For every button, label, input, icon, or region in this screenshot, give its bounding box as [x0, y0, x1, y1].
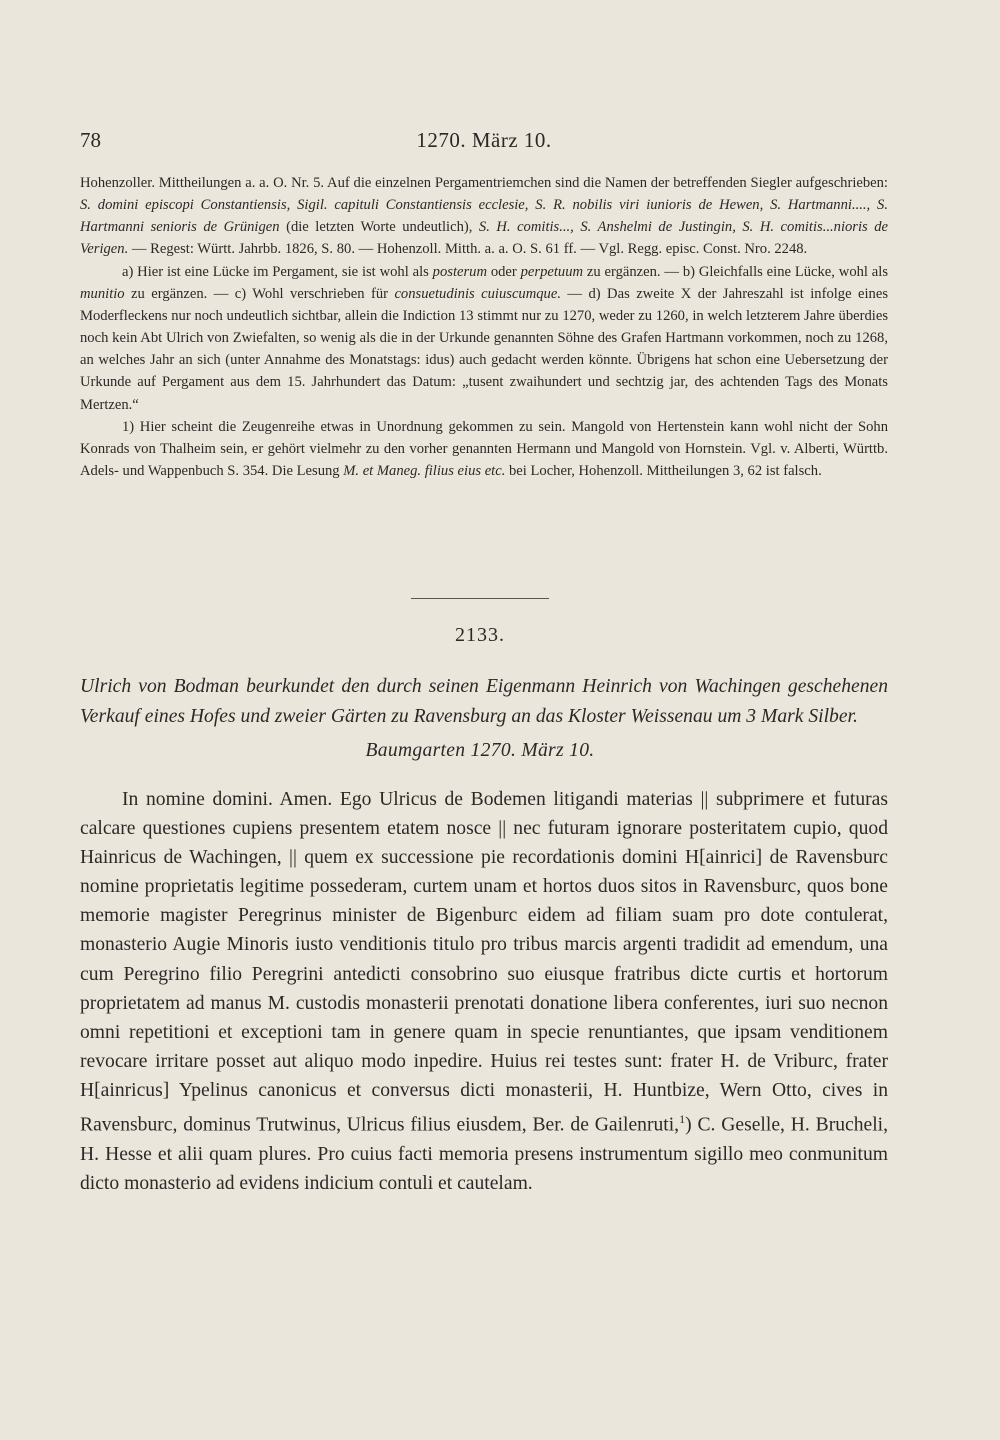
section-divider — [411, 598, 549, 599]
running-head: 1270. März 10. — [416, 128, 552, 152]
document-number: 2133. — [455, 624, 505, 646]
note-variants: a) Hier ist eine Lücke im Pergament, sie ist wohl als posterum oder perpetuum zu ergänzen. — b) Gleichfalls eine Lücke, wohl als munitio zu ergänzen. — c) Wohl verschrieben für consuetudinis cuiuscumque. — d) Das zweite X der Jahreszahl ist infolge eines Moderfleckens nur noch undeutlich sichtbar, allein die Indiction 13 stimmt nur zu 1270, weder zu 1260, in welch letzterem Jahre überdies noch kein Abt Ulrich von Zwiefalten, so wenig als die in der Urkunde genannten Söhne des Grafen Hartmann vorkommen, noch zu 1268, an welches Jahr an sich (unter Annahme des Monatstags: idus) auch gedacht werden könnte. Übrigens hat schon eine Uebersetzung der Urkunde auf Pergament aus dem 15. Jahrhundert das Datum: „tusent zwaihundert und sechtzig jar, des achtenden Tags des Monats Mertzen.“ — [80, 263, 889, 413]
footnote-marker: 1 — [679, 1112, 686, 1127]
charter-paragraph: In nomine domini. Amen. Ego Ulricus de Bodemen litigandi materias || subprimere et futuras calcare questiones cupiens presentem etatem nosce || nec futuram ignorare posteritatem cupio, quod Hainricus de Wachingen, || quem ex successione pie recordationis domini H[ainrici] de Ravensburc nomine proprietatis legitime possederam, curtem unam et hortos duos sitos in Ravensburc, quos bone memorie magister Peregrinus minister de Bigenburc eidem ad filiam suam pro dote contulerat, monasterio Augie Minoris iusto venditionis titulo pro tribus marcis argenti tradidit ad emendum, una cum Peregrino filio Peregrini antedicti consobrino suo eiusque fratribus dicte curtis et hortorum proprietatem ad manus M. custodis monasterii prenotati donatione libera conferentes, iuri suo necnon omni repetitioni et exceptioni tam in genere quam in specie renuntiantes, que ipsam venditionem revocare irritare posset aut aliquo modo inpedire. Huius rei testes sunt: frater H. de Vriburc, frater H[ainricus] Ypelinus canonicus et conversus dicti monasterii, H. Huntbize, Wern Otto, cives in Ravensburc, dominus Trutwinus, Ulricus filius eiusdem, Ber. de Gailenruti,$^1$) C. Geselle, H. Brucheli, H. Hesse et alii quam plures. Pro cuius facti memoria presens instrumentum sigillo meo conmunitum dicto monasterio ad evidens indicium contuli et cautelam. — [80, 789, 889, 1194]
page-number: 78 — [80, 128, 101, 152]
note-footnote-1: 1) Hier scheint die Zeugenreihe etwas in Unordnung gekommen zu sein. Mangold von Hertenstein kann wohl nicht der Sohn Konrads von Thalheim sein, er gehört vielmehr zu den vorher genannten Hermann und Mangold von Hornstein. Vgl. v. Alberti, Württb. Adels- und Wappenbuch S. 354. Die Lesung M. et Maneg. filius eius etc. bei Locher, Hohenzoll. Mittheilungen 3, 62 ist falsch. — [80, 418, 888, 480]
apparatus-notes — [80, 172, 888, 482]
regest-summary: Ulrich von Bodman beurkundet den durch seinen Eigenmann Heinrich von Wachingen geschehenen Verkauf eines Hofes und zweier Gärten zu Ravensburg an das Kloster Weissenau um 3 Mark Silber. — [80, 676, 888, 727]
note-source: Hohenzoller. Mittheilungen a. a. O. Nr. 5. Auf die einzelnen Pergamentriemchen sind die Namen der betreffenden Siegler aufgeschrieben: S. domini episcopi Constantiensis, Sigil. capituli Constantiensis ecclesie, S. R. nobilis viri iunioris de Hewen, S. Hartmanni...., S. Hartmanni senioris de Grünigen (die letzten Worte undeutlich), S. H. comitis..., S. Anshelmi de Justingin, S. H. comitis...nioris de Verigen. — Regest: Württ. Jahrbb. 1826, S. 80. — Hohenzoll. Mitth. a. a. O. S. 61 ff. — Vgl. Regg. episc. Const. Nro. 2248. — [80, 175, 889, 258]
page-header — [80, 128, 888, 158]
charter-text — [80, 785, 888, 1198]
dateline: Baumgarten 1270. März 10. — [365, 740, 595, 761]
